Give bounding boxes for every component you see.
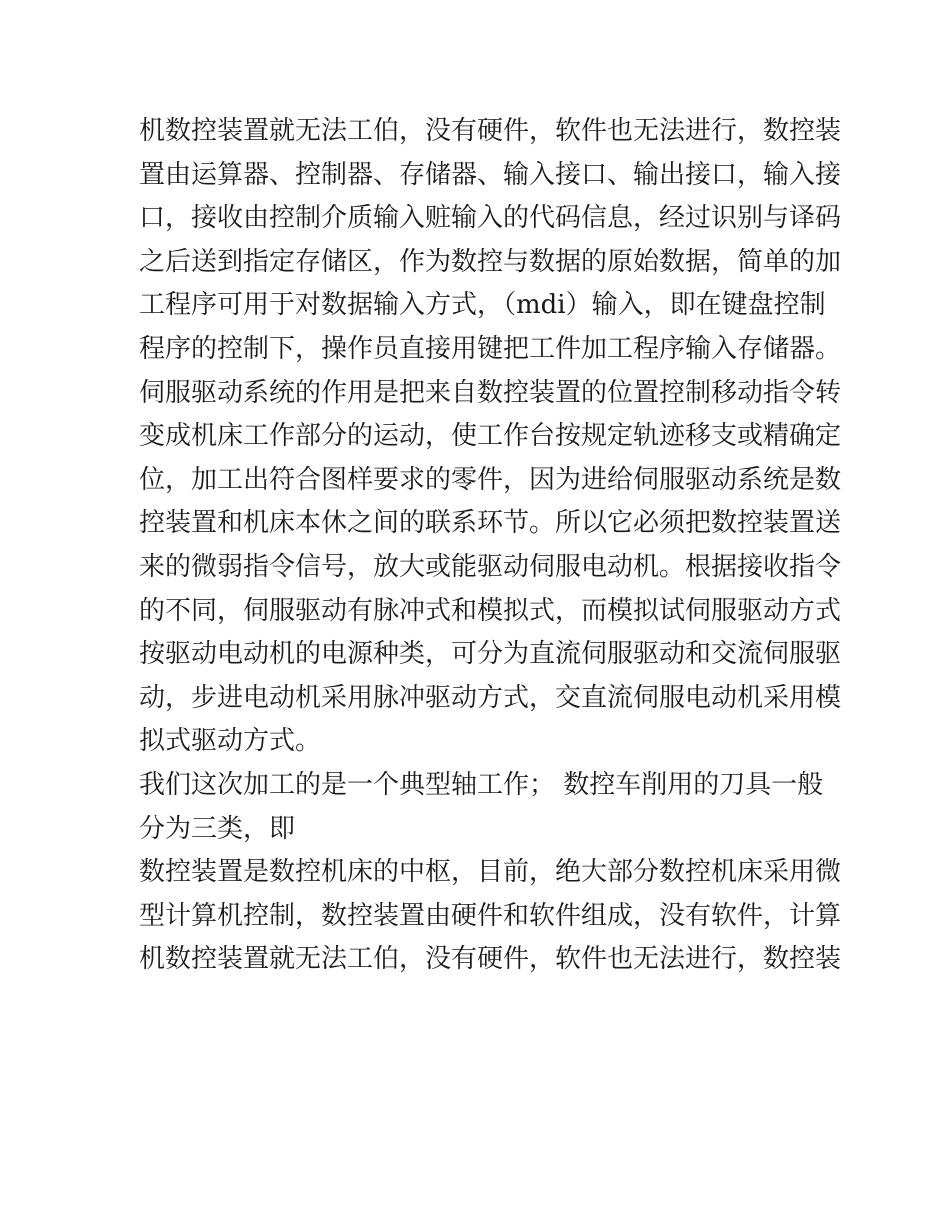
text-line: 数控装置是数控机床的中枢，目前，绝大部分数控机床采用微: [139, 857, 842, 888]
body-text: [139, 110, 842, 982]
text-line: 口，接收由控制介质输入赃输入的代码信息，经过识别与译码: [139, 203, 842, 234]
text-line: 机数控装置就无法工伯，没有硬件，软件也无法进行，数控装: [139, 116, 842, 146]
text-line: 之后送到指定存储区，作为数控与数据的原始数据，简单的加: [139, 246, 842, 277]
text-line: 来的微弱指令信号，放大或能驱动伺服电动机。根据接收指令: [139, 551, 842, 582]
text-line: 工程序可用于对数据输入方式，（mdi）输入，即在键盘控制: [139, 290, 826, 321]
text-line: 动，步进电动机采用脉冲驱动方式，交直流伺服电动机采用模: [139, 682, 842, 713]
text-line: 拟式驱动方式。: [139, 726, 322, 757]
text-line: 我们这次加工的是一个典型轴工作； 数控车削用的刀具一般: [139, 769, 824, 800]
text-line: 的不同，伺服驱动有脉冲式和模拟式，而模拟试伺服驱动方式: [139, 595, 842, 626]
text-line: 按驱动电动机的电源种类，可分为直流伺服驱动和交流伺服驱: [139, 639, 842, 670]
text-line: 程序的控制下，操作员直接用键把工件加工程序输入存储器。: [139, 333, 842, 364]
text-line: 型计算机控制，数控装置由硬件和软件组成，没有软件，计算: [139, 900, 842, 931]
text-line: 变成机床工作部分的运动，使工作台按规定轨迹移支或精确定: [139, 421, 842, 452]
text-line: 置由运算器、控制器、存储器、输入接口、输出接口，输入接: [139, 159, 842, 190]
text-line: 伺服驱动系统的作用是把来自数控装置的位置控制移动指令转: [139, 377, 842, 408]
text-line: 控装置和机床本休之间的联系环节。所以它必须把数控装置送: [139, 508, 842, 539]
text-line: 分为三类，即: [139, 813, 296, 844]
text-line: 机数控装置就无法工伯，没有硬件，软件也无法进行，数控装: [139, 944, 842, 975]
text-line: 位，加工出符合图样要求的零件，因为进给伺服驱动系统是数: [139, 464, 842, 495]
